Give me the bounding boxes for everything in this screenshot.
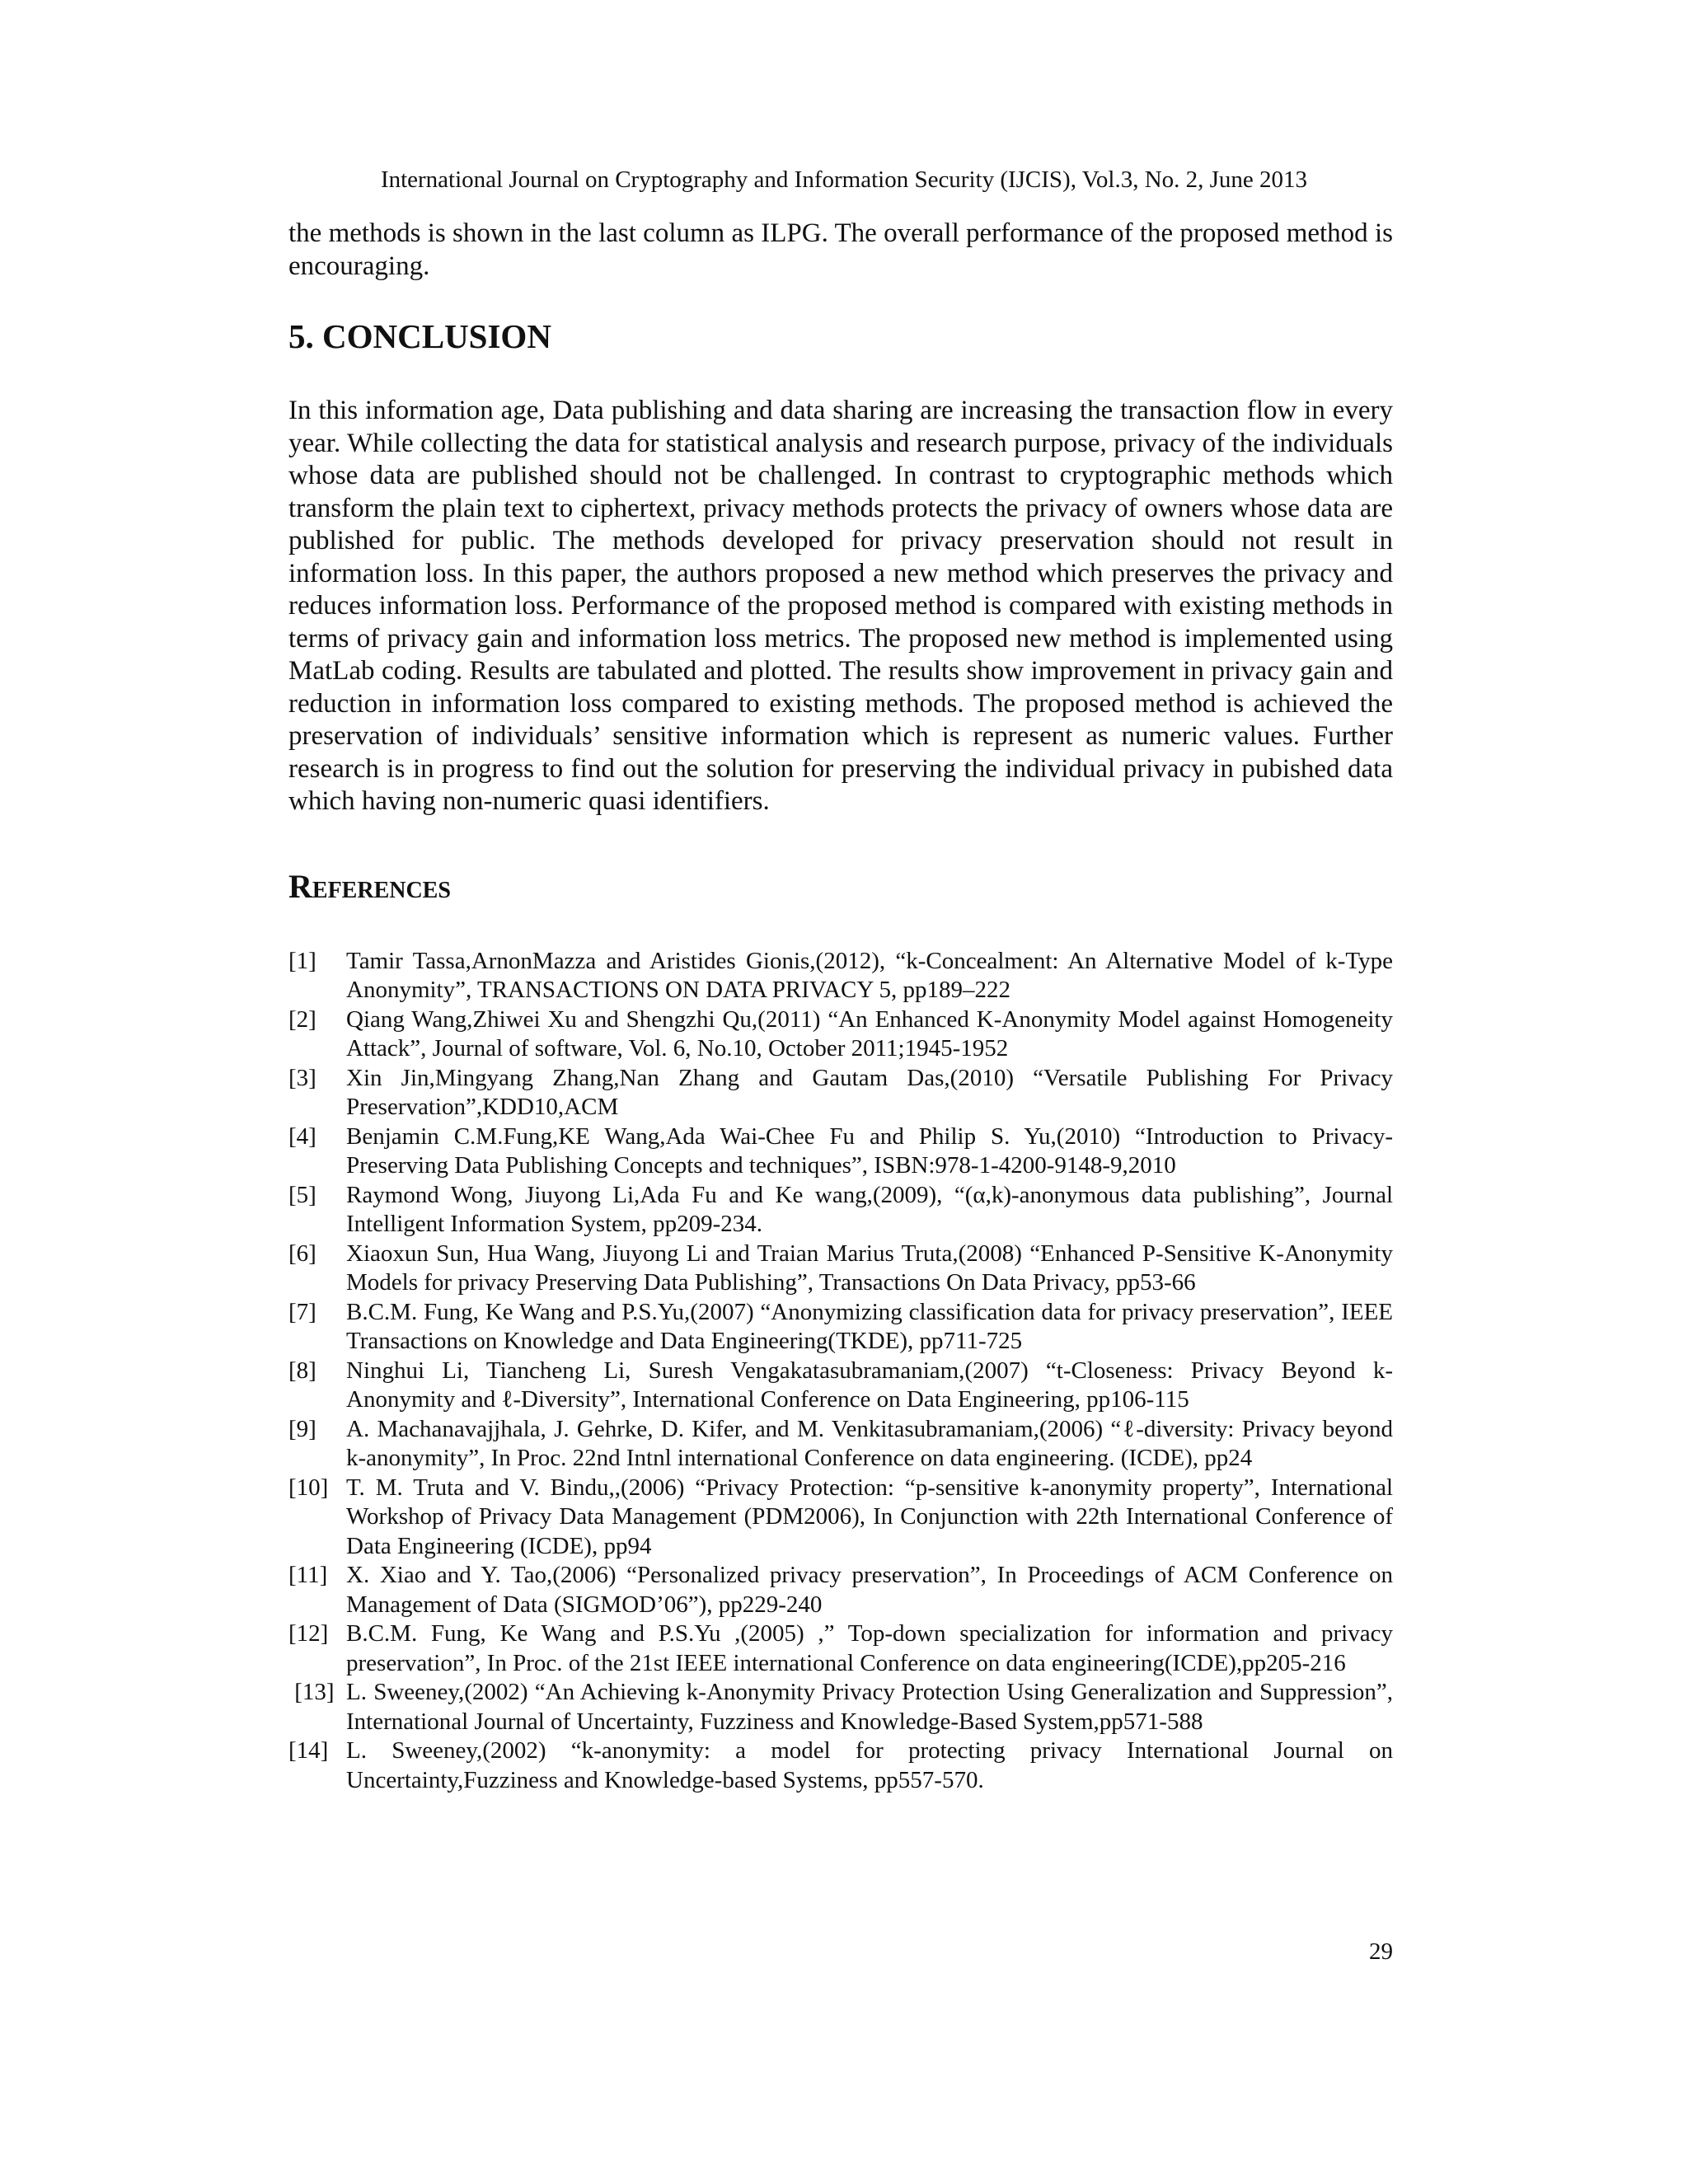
reference-text: Ninghui Li, Tiancheng Li, Suresh Vengakatasubramaniam,(2007) “t-Closeness: Privacy Beyond k-Anonymity and ℓ-Diversity”, International Conference on Data Engineering, pp106-115: [346, 1357, 1393, 1413]
reference-text: Raymond Wong, Jiuyong Li,Ada Fu and Ke wang,(2009), “(α,k)-anonymous data publishing”, Journal Intelligent Information System, pp209-234.: [346, 1181, 1393, 1237]
reference-number: [6]: [288, 1240, 316, 1267]
reference-text: L. Sweeney,(2002) “An Achieving k-Anonymity Privacy Protection Using Generalization and Suppression”, International Journal of Uncertainty, Fuzziness and Knowledge-Based System,pp571-588: [346, 1679, 1393, 1735]
reference-text: Xiaoxun Sun, Hua Wang, Jiuyong Li and Traian Marius Truta,(2008) “Enhanced P-Sensitive K-Anonymity Models for privacy Preserving Data Publishing”, Transactions On Data Privacy, pp53-66: [346, 1240, 1393, 1296]
reference-number: [1]: [288, 947, 316, 974]
page-number: 29: [1369, 1938, 1393, 1965]
conclusion-paragraph: In this information age, Data publishing and data sharing are increasing the transaction flow in every year. While collecting the data for statistical analysis and research purpose, privacy of the individuals whose data are published should not be challenged. In contrast to cryptographic methods which transform the plain text to ciphertext, privacy methods protects the privacy of owners whose data are published for public. The methods developed for privacy preservation should not result in information loss. In this paper, the authors proposed a new method which preserves the privacy and reduces information loss. Performance of the proposed method is compared with existing methods in terms of privacy gain and information loss metrics. The proposed new method is implemented using MatLab coding. Results are tabulated and plotted. The results show improvement in privacy gain and reduction in information loss compared to existing methods. The proposed method is achieved the preservation of individuals’ sensitive information which is represent as numeric values. Further research is in progress to find out the solution for preserving the individual privacy in pubished data which having non-numeric quasi identifiers.: [288, 396, 1393, 816]
reference-text: T. M. Truta and V. Bindu,,(2006) “Privacy Protection: “p-sensitive k-anonymity property”, International Workshop of Privacy Data Management (PDM2006), In Conjunction with 22th International Conference of Data Engineering (ICDE), pp94: [346, 1474, 1393, 1559]
reference-item: [288, 1736, 1393, 1795]
reference-text: Benjamin C.M.Fung,KE Wang,Ada Wai-Chee Fu and Philip S. Yu,(2010) “Introduction to Privacy-Preserving Data Publishing Concepts and techniques”, ISBN:978-1-4200-9148-9,2010: [346, 1122, 1393, 1179]
reference-item: [288, 1240, 1393, 1298]
reference-item: [288, 1064, 1393, 1122]
reference-number: [11]: [288, 1562, 328, 1588]
reference-item: [288, 947, 1393, 1005]
reference-text: Tamir Tassa,ArnonMazza and Aristides Gionis,(2012), “k-Concealment: An Alternative Model of k-Type Anonymity”, TRANSACTIONS ON DATA PRIVACY 5, pp189–222: [346, 947, 1393, 1003]
conclusion-heading: 5. CONCLUSION: [288, 317, 551, 355]
reference-item: [288, 1357, 1393, 1415]
reference-number: [9]: [288, 1415, 316, 1442]
intro-paragraph: the methods is shown in the last column as ILPG. The overall performance of the proposed method is encouraging.: [288, 218, 1393, 281]
reference-number: [4]: [288, 1122, 316, 1150]
reference-item: [288, 1561, 1393, 1619]
reference-item: [288, 1181, 1393, 1240]
reference-number: [13]: [288, 1679, 335, 1705]
reference-number: [5]: [288, 1181, 316, 1208]
references-heading: References: [288, 867, 451, 905]
reference-number: [3]: [288, 1064, 316, 1091]
reference-number: [2]: [288, 1005, 316, 1033]
reference-number: [7]: [288, 1298, 316, 1325]
reference-number: [12]: [288, 1620, 329, 1647]
reference-text: L. Sweeney,(2002) “k-anonymity: a model for protecting privacy International Journal on Uncertainty,Fuzziness and Knowledge-based Systems, pp557-570.: [346, 1737, 1393, 1793]
reference-text: Xin Jin,Mingyang Zhang,Nan Zhang and Gautam Das,(2010) “Versatile Publishing For Privacy Preservation”,KDD10,ACM: [346, 1064, 1393, 1120]
reference-item: [288, 1619, 1393, 1678]
running-header: International Journal on Cryptography and Information Security (IJCIS), Vol.3, No. 2, June 2013: [380, 166, 1308, 193]
reference-text: B.C.M. Fung, Ke Wang and P.S.Yu,(2007) “Anonymizing classification data for privacy preservation”, IEEE Transactions on Knowledge and Data Engineering(TKDE), pp711-725: [346, 1298, 1393, 1354]
page-body: [288, 218, 1393, 1795]
reference-item: [288, 1415, 1393, 1474]
reference-number: [14]: [288, 1737, 329, 1764]
reference-text: Qiang Wang,Zhiwei Xu and Shengzhi Qu,(2011) “An Enhanced K-Anonymity Model against Homogeneity Attack”, Journal of software, Vol. 6, No.10, October 2011;1945-1952: [346, 1005, 1393, 1062]
reference-item: [288, 1298, 1393, 1357]
reference-list: [288, 947, 1393, 1796]
reference-item: [288, 1678, 1393, 1736]
reference-item: [288, 1474, 1393, 1562]
reference-number: [8]: [288, 1357, 316, 1384]
reference-text: X. Xiao and Y. Tao,(2006) “Personalized privacy preservation”, In Proceedings of ACM Conference on Management of Data (SIGMOD’06”), pp229-240: [346, 1562, 1393, 1618]
reference-item: [288, 1005, 1393, 1064]
reference-item: [288, 1122, 1393, 1181]
reference-text: B.C.M. Fung, Ke Wang and P.S.Yu ,(2005) ,” Top-down specialization for information and privacy preservation”, In Proc. of the 21st IEEE international Conference on data engineering(ICDE),pp205-216: [346, 1620, 1393, 1676]
reference-text: A. Machanavajjhala, J. Gehrke, D. Kifer, and M. Venkitasubramaniam,(2006) “ℓ-diversity: Privacy beyond k-anonymity”, In Proc. 22nd Intnl international Conference on data engineering. (ICDE), pp24: [346, 1415, 1393, 1471]
reference-number: [10]: [288, 1474, 329, 1501]
